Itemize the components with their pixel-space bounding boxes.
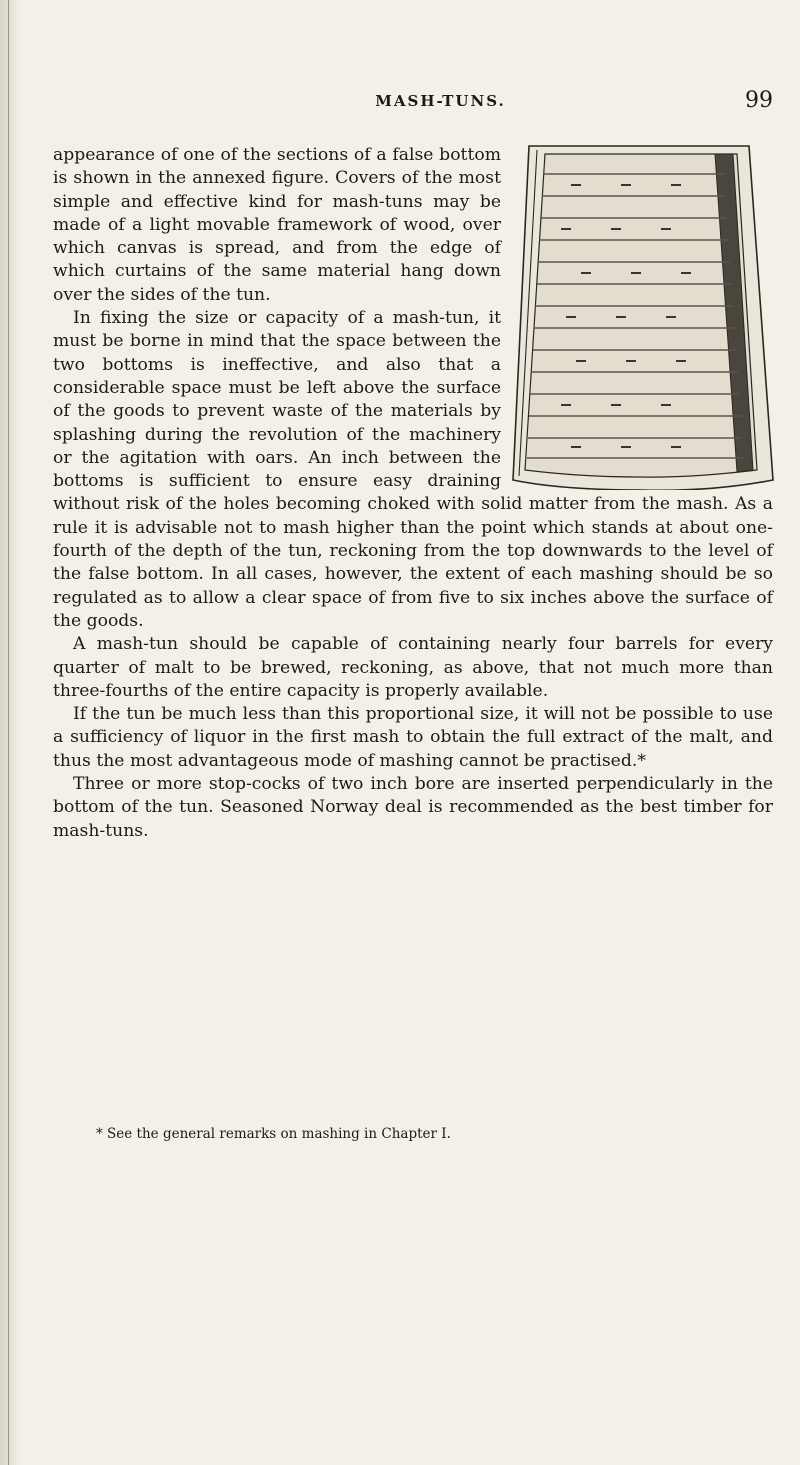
paragraph: appearance of one of the sections of a false bottom is shown in the annexed figure. Covers of the most simple and effective kind for mash-tuns may be made of a light movable framework of wood, over which canvas is spread, and from the edge of which curtains of the same material hang down over the sides of the tun. — [53, 145, 501, 305]
page-number: 99 — [745, 88, 773, 113]
paragraph: A mash-tun should be capable of containing nearly four barrels for every quarter of malt to be brewed, reckoning, as above, that not much more than three-fourths of the entire capacity is properly available. — [53, 634, 773, 701]
paragraph: In fixing the size or capacity of a mash-tun, it must be borne in mind that the space between the two bottoms is ineffective, and also that a considerable space must be left above the surface of the goods to prevent waste of the materials by splashing during the revolution of the machinery or the agitation with oars. An inch between the bottoms is sufficient to ensure easy draining without risk of the holes becoming choked with solid matter from the mash. As a rule it is advisable not to mash higher than the point which stands at about one-fourth of the depth of the tun, reckoning from the top downwards to the level of the false bottom. In all cases, however, the extent of each mashing should be so regulated as to allow a clear space of from five to six inches above the surface of the goods. — [53, 308, 773, 631]
footnote: * See the general remarks on mashing in Chapter I. — [96, 1126, 451, 1142]
body-text — [53, 144, 773, 843]
page-header — [48, 88, 773, 116]
false-bottom-figure — [511, 140, 781, 490]
paragraph: If the tun be much less than this proportional size, it will not be possible to use a sufficiency of liquor in the first mash to obtain the full extract of the malt, and thus the most advantageous mode of mashing cannot be practised.* — [53, 704, 773, 771]
running-head: MASH-TUNS. — [375, 92, 506, 110]
paragraph: Three or more stop-cocks of two inch bore are inserted perpendicularly in the bottom of the tun. Seasoned Norway deal is recommended as the best timber for mash-tuns. — [53, 774, 773, 841]
page-binding-edge — [0, 0, 22, 1465]
false-bottom-section-illustration-icon — [511, 140, 781, 490]
